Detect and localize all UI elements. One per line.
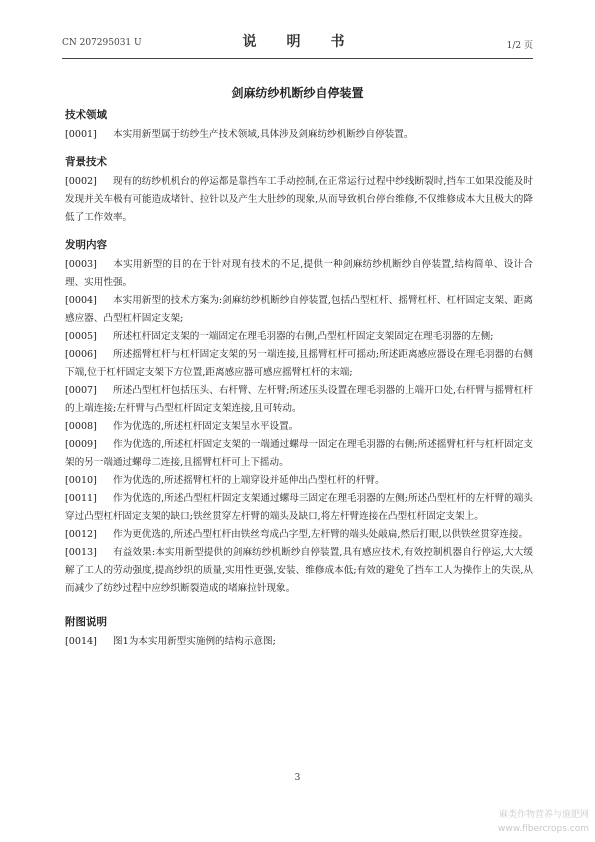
paragraph-number: [0010] [65,475,97,486]
paragraph [65,126,533,144]
paragraph-text: 作为优选的,所述凸型杠杆固定支架通过螺母三固定在理毛羽器的左侧;所述凸型杠杆的左杆臂的端头穿过凸型杠杆固定支架的缺口;铁丝贯穿左杆臂的端头及缺口,将左杆臂连接在凸型杠杆固定支架上。 [65,493,533,522]
section-heading: 背景技术 [65,156,107,168]
paragraph-text: 作为优选的,所述杠杆固定支架的一端通过螺母一固定在理毛羽器的右侧;所述摇臂杠杆与杠杆固定支架的另一端通过螺母二连接,且摇臂杠杆可上下摇动。 [65,439,533,468]
paragraph-number: [0013] [65,547,97,558]
paragraph [65,256,533,292]
paragraph-number: [0001] [65,129,97,140]
paragraph [65,436,533,472]
document-title: 剑麻纺纱机断纱自停装置 [231,86,364,100]
paragraph [65,346,533,382]
paragraph [65,526,533,544]
site-watermark [498,808,589,836]
paragraph-text: 有益效果:本实用新型提供的剑麻纺纱机断纱自停装置,具有感应技术,有效控制机器自行停运,大大缓解了工人的劳动强度,提高纱织的质量,实用性更强,安装、维修成本低;有效的避免了挡车工人为操作上的失误,从而减少了纺纱过程中应纱织断裂造成的堵麻拉针现象。 [65,547,533,594]
paragraph [65,382,533,418]
paragraph [65,490,533,526]
section-heading: 附图说明 [65,616,107,628]
paragraph-number: [0008] [65,421,97,432]
section-heading: 发明内容 [65,239,107,251]
page-number: 3 [294,773,301,783]
page-indicator: 1/2 页 [506,41,533,51]
paragraph [65,472,533,490]
patent-number: CN 207295031 U [62,38,142,48]
header-divider [62,58,533,59]
paragraph-text: 作为优选的,所述杠杆固定支架呈水平设置。 [113,421,299,432]
paragraph-number: [0002] [65,176,97,187]
paragraph-number: [0012] [65,529,97,540]
document-body [65,107,533,651]
paragraph [65,633,533,651]
paragraph-number: [0014] [65,636,97,647]
watermark-url: www.fibercrops.com [498,824,589,834]
paragraph [65,292,533,328]
paragraph [65,544,533,598]
paragraph-text: 作为更优选的,所述凸型杠杆由铁丝弯成凸字型,左杆臂的端头处敲扁,然后打眼,以供铁丝贯穿连接。 [113,529,529,540]
paragraph-text: 本实用新型属于纺纱生产技术领域,具体涉及剑麻纺纱机断纱自停装置。 [113,129,414,140]
paragraph-text: 所述凸型杠杆包括压头、右杆臂、左杆臂;所述压头设置在理毛羽器的上端开口处,右杆臂与摇臂杠杆的上端连接;左杆臂与凸型杠杆固定支架连接,且可转动。 [65,385,533,414]
paragraph-text: 本实用新型的技术方案为:剑麻纺纱机断纱自停装置,包括凸型杠杆、摇臂杠杆、杠杆固定支架、距离感应器、凸型杠杆固定支架; [65,295,533,324]
paragraph-text: 本实用新型的目的在于针对现有技术的不足,提供一种剑麻纺纱机断纱自停装置,结构简单、设计合理、实用性强。 [65,259,533,288]
section-heading: 技术领域 [65,109,107,121]
paragraph-number: [0003] [65,259,97,270]
paragraph [65,328,533,346]
paragraph-number: [0007] [65,385,97,396]
document-type: 说 明 书 [242,34,353,50]
paragraph-number: [0006] [65,349,97,360]
paragraph-text: 现有的纺纱机机台的停运都是靠挡车工手动控制,在正常运行过程中纱线断裂时,挡车工如果没能及时发现并关车极有可能造成堵针、拉针以及产生大肚纱的现象,从而导致机台停台维修,不仅维修成本大且极大的降低了工作效率。 [65,176,533,223]
paragraph [65,173,533,227]
page-header [62,28,533,60]
paragraph-text: 作为优选的,所述摇臂杠杆的上端穿设并延伸出凸型杠杆的杆臂。 [113,475,385,486]
paragraph-number: [0009] [65,439,97,450]
paragraph-number: [0005] [65,331,97,342]
watermark-title: 麻类作物营养与施肥网 [498,810,589,820]
paragraph-text: 所述摇臂杠杆与杠杆固定支架的另一端连接,且摇臂杠杆可摇动;所述距离感应器设在理毛羽器的右侧下端,位于杠杆固定支架下方位置,距离感应器可感应摇臂杠杆的末端; [65,349,533,378]
paragraph-number: [0011] [65,493,97,504]
paragraph [65,418,533,436]
paragraph-text: 图1为本实用新型实施例的结构示意图; [113,636,276,647]
paragraph-number: [0004] [65,295,97,306]
paragraph-text: 所述杠杆固定支架的一端固定在理毛羽器的右侧,凸型杠杆固定支架固定在理毛羽器的左侧; [113,331,494,342]
